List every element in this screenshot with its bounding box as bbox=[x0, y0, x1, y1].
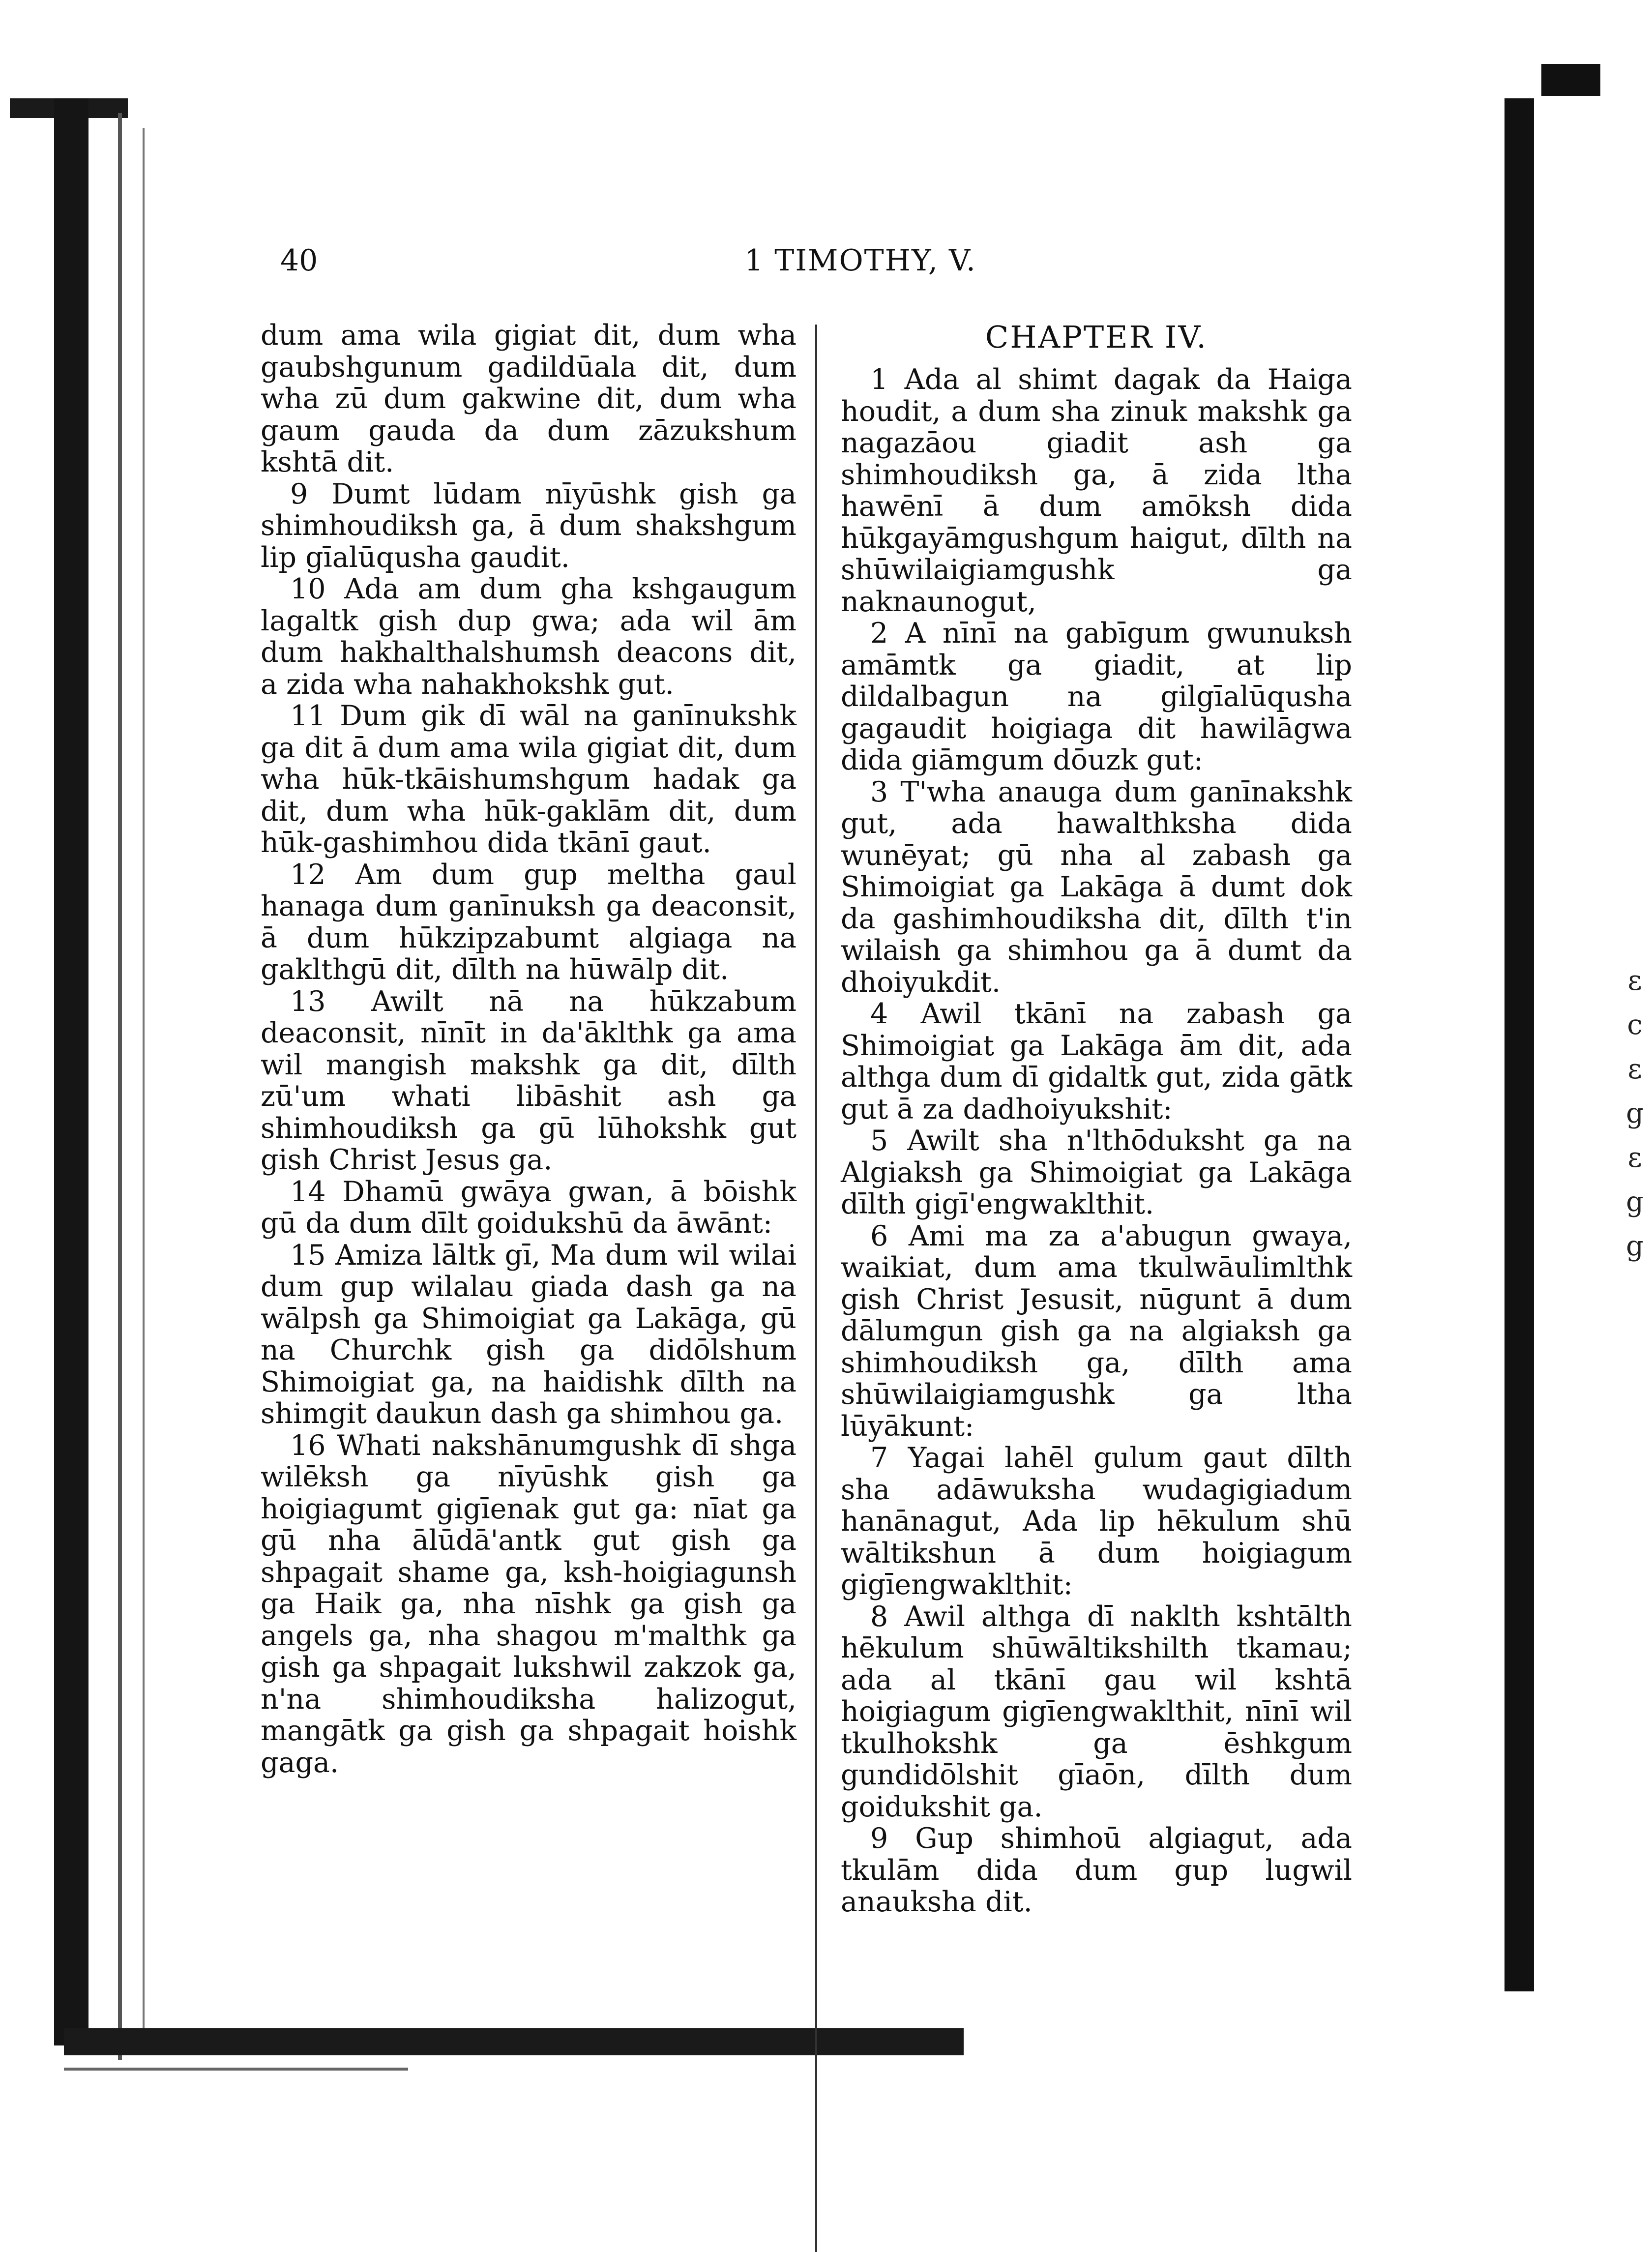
margin-mark: ɛ bbox=[1627, 965, 1642, 997]
right-column bbox=[841, 320, 1352, 1918]
verse-paragraph: 9 Gup shimhoū algiagut, ada tkulām dida dum gup lugwil anauksha dit. bbox=[841, 1822, 1352, 1918]
verse-paragraph: 6 Ami ma za a'abugun gwaya, waikiat, dum ama tkulwāulimlthk gish Christ Jesusit, nūgunt ā dum dālumgun gish ga na algiaksh ga shimhoudiksh ga, dīlth ama shūwilaigiamgushk ga ltha lūyākunt: bbox=[841, 1219, 1352, 1443]
scan-artifact-line bbox=[143, 128, 145, 2045]
page-number: 40 bbox=[280, 243, 318, 278]
margin-mark: g bbox=[1626, 1186, 1644, 1218]
scan-artifact-line bbox=[118, 113, 122, 2060]
verse-paragraph: 16 Whati nakshānumgushk dī shga wilēksh ga nīyūshk gish ga hoigiagumt gigīenak gut ga: nīat ga gū nha ālūdā'antk gut gish ga shpagait shame ga, ksh-hoigiagunsh ga Haik ga, nha nīshk ga gish ga angels ga, nha shagou m'malthk ga gish ga shpagait lukshwil zakzok ga, n'na shimhoudiksha halizogut, mangātk ga gish ga shpagait hoishk gaga. bbox=[261, 1429, 796, 1779]
verse-paragraph: 15 Amiza lāltk gī, Ma dum wil wilai dum gup wilalau giada dash ga na wālpsh ga Shimoigiat ga Lakāga, gū na Churchk gish ga didōlshum Shimoigiat ga, na haidishk dīlth na shimgit daukun dash ga shimhou ga. bbox=[261, 1239, 796, 1430]
scan-artifact-line bbox=[64, 2068, 408, 2071]
chapter-heading: CHAPTER IV. bbox=[985, 319, 1208, 355]
column-divider bbox=[815, 325, 817, 2252]
verse-paragraph: 13 Awilt nā na hūkzabum deaconsit, nīnīt in da'āklthk ga ama wil mangish makshk ga dit, dīlth zū'um whati libāshit ash ga shimhoudiksh ga gū lūhokshk gut gish Christ Jesus ga. bbox=[261, 985, 796, 1176]
margin-mark: ɛ bbox=[1627, 1053, 1642, 1085]
verse-paragraph: 5 Awilt sha n'lthōduksht ga na Algiaksh ga Shimoigiat ga Lakāga dīlth gigī'engwaklthit. bbox=[841, 1125, 1352, 1220]
verse-paragraph: 7 Yagai lahēl gulum gaut dīlth sha adāwuksha wudagigiadum hanānagut, Ada lip hēkulum shū wāltikshun ā dum hoigiagum gigīengwaklthit: bbox=[841, 1442, 1352, 1601]
scan-artifact-bottom-edge bbox=[64, 2028, 964, 2055]
verse-paragraph: 9 Dumt lūdam nīyūshk gish ga shimhoudiksh ga, ā dum shakshgum lip gīalūqusha gaudit. bbox=[261, 477, 796, 574]
margin-mark: ɛ bbox=[1627, 1142, 1642, 1174]
margin-mark: g bbox=[1626, 1097, 1644, 1129]
facing-page-bleed bbox=[1622, 959, 1647, 1868]
verse-paragraph: 1 Ada al shimt dagak da Haiga houdit, a dum sha zinuk makshk ga nagazāou giadit ash ga shimhoudiksh ga, ā zida ltha hawēnī ā dum amōksh dida hūkgayāmgushgum haigut, dīlth na shūwilaigiamgushk ga naknaunogut, bbox=[841, 363, 1352, 618]
running-title: 1 TIMOTHY, V. bbox=[744, 243, 976, 278]
left-column bbox=[261, 320, 796, 1778]
scan-artifact-block bbox=[1541, 64, 1600, 96]
scan-artifact-right-edge bbox=[1504, 98, 1534, 1991]
verse-paragraph: 10 Ada am dum gha kshgaugum lagaltk gish dup gwa; ada wil ām dum hakhalthalshumsh deacons dit, a zida wha nahakhokshk gut. bbox=[261, 573, 796, 701]
verse-paragraph: 2 A nīnī na gabīgum gwunuksh amāmtk ga giadit, at lip dildalbagun na gilgīalūqusha gagaudit hoigiaga dit hawilāgwa dida giāmgum dōuzk gut: bbox=[841, 617, 1352, 776]
margin-mark: c bbox=[1627, 1009, 1643, 1041]
verse-paragraph: 8 Awil althga dī naklth kshtālth hēkulum shūwāltikshilth tkamau; ada al tkānī gau wil kshtā hoigiagum gigīengwaklthit, nīnī wil tkulhokshk ga ēshkgum gundidōlshit gīaōn, dīlth dum goidukshit ga. bbox=[841, 1600, 1352, 1823]
verse-paragraph: dum ama wila gigiat dit, dum wha gaubshgunum gadildūala dit, dum wha zū dum gakwine dit, dum wha gaum gauda da dum zāzukshum kshtā dit. bbox=[261, 319, 796, 478]
verse-paragraph: 4 Awil tkānī na zabash ga Shimoigiat ga Lakāga ām dit, ada althga dum dī gidaltk gut, zida gātk gut ā za dadhoiyukshit: bbox=[841, 998, 1352, 1126]
verse-paragraph: 12 Am dum gup meltha gaul hanaga dum ganīnuksh ga deaconsit, ā dum hūkzipzabumt algiaga na gaklthgū dit, dīlth na hūwālp dit. bbox=[261, 858, 796, 986]
scan-artifact-binding-edge bbox=[54, 98, 88, 2045]
verse-paragraph: 14 Dhamū gwāya gwan, ā bōishk gū da dum dīlt goidukshū da āwānt: bbox=[261, 1175, 796, 1240]
verse-paragraph: 3 T'wha anauga dum ganīnakshk gut, ada hawalthksha dida wunēyat; gū nha al zabash ga Shimoigiat ga Lakāga ā dumt dok da gashimhoudiksha dit, dīlth t'in wilaish ga shimhou ga ā dumt da dhoiyukdit. bbox=[841, 775, 1352, 999]
verse-paragraph: 11 Dum gik dī wāl na ganīnukshk ga dit ā dum ama wila gigiat dit, dum wha hūk-tkāishumshgum hadak ga dit, dum wha hūk-gaklām dit, dum hūk-gashimhou dida tkānī gaut. bbox=[261, 700, 796, 859]
margin-mark: g bbox=[1626, 1230, 1644, 1262]
